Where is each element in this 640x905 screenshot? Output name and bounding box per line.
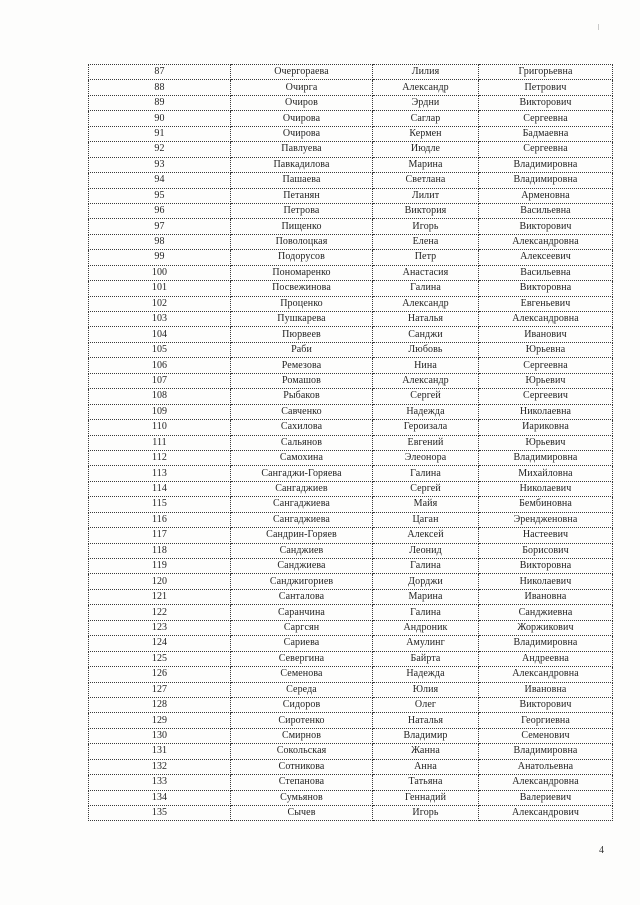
table-row: [89, 481, 613, 496]
row-number-cell: 114: [89, 481, 231, 496]
patronymic-cell: Настеевич: [479, 528, 613, 543]
first-name-cell: Александр: [373, 373, 479, 388]
table-row: [89, 682, 613, 697]
row-number-cell: 92: [89, 142, 231, 157]
first-name-cell: Любовь: [373, 342, 479, 357]
surname-cell: Пономаренко: [231, 265, 373, 280]
surname-cell: Посвежинова: [231, 281, 373, 296]
table-row: [89, 651, 613, 666]
first-name-cell: Петр: [373, 250, 479, 265]
first-name-cell: Майя: [373, 497, 479, 512]
patronymic-cell: Владимировна: [479, 173, 613, 188]
first-name-cell: Александр: [373, 296, 479, 311]
patronymic-cell: Васильевна: [479, 265, 613, 280]
first-name-cell: Андроник: [373, 620, 479, 635]
first-name-cell: Эрдни: [373, 95, 479, 110]
patronymic-cell: Владимировна: [479, 450, 613, 465]
first-name-cell: Елена: [373, 234, 479, 249]
patronymic-cell: Александровна: [479, 667, 613, 682]
row-number-cell: 129: [89, 713, 231, 728]
row-number-cell: 90: [89, 111, 231, 126]
row-number-cell: 106: [89, 358, 231, 373]
table-row: [89, 358, 613, 373]
surname-cell: Савченко: [231, 404, 373, 419]
row-number-cell: 126: [89, 667, 231, 682]
table-row: [89, 157, 613, 172]
table-row: [89, 466, 613, 481]
row-number-cell: 105: [89, 342, 231, 357]
surname-cell: Санджиев: [231, 543, 373, 558]
table-row: [89, 173, 613, 188]
table-row: [89, 713, 613, 728]
first-name-cell: Наталья: [373, 713, 479, 728]
table-row: [89, 497, 613, 512]
first-name-cell: Галина: [373, 281, 479, 296]
table-row: [89, 697, 613, 712]
patronymic-cell: Иванович: [479, 327, 613, 342]
surname-cell: Пушкарева: [231, 312, 373, 327]
first-name-cell: Героизала: [373, 420, 479, 435]
scan-artifact: [598, 24, 599, 30]
table-row: [89, 528, 613, 543]
surname-cell: Сокольская: [231, 744, 373, 759]
table-row: [89, 250, 613, 265]
table-row: [89, 404, 613, 419]
patronymic-cell: Викторович: [479, 219, 613, 234]
table-row: [89, 759, 613, 774]
table-row: [89, 80, 613, 95]
surname-cell: Самохина: [231, 450, 373, 465]
table-row: [89, 265, 613, 280]
table-row: [89, 420, 613, 435]
first-name-cell: Галина: [373, 559, 479, 574]
surname-cell: Очирова: [231, 111, 373, 126]
table-row: [89, 790, 613, 805]
table-row: [89, 126, 613, 141]
first-name-cell: Лилия: [373, 65, 479, 80]
row-number-cell: 116: [89, 512, 231, 527]
row-number-cell: 124: [89, 636, 231, 651]
table-row: [89, 435, 613, 450]
surname-cell: Сандрин-Горяев: [231, 528, 373, 543]
patronymic-cell: Бембиновна: [479, 497, 613, 512]
first-name-cell: Сергей: [373, 389, 479, 404]
surname-cell: Семенова: [231, 667, 373, 682]
patronymic-cell: Ивановна: [479, 682, 613, 697]
first-name-cell: Александр: [373, 80, 479, 95]
patronymic-cell: Юрьевна: [479, 342, 613, 357]
patronymic-cell: Иариковна: [479, 420, 613, 435]
table-row: [89, 389, 613, 404]
first-name-cell: Игорь: [373, 219, 479, 234]
row-number-cell: 133: [89, 775, 231, 790]
row-number-cell: 112: [89, 450, 231, 465]
first-name-cell: Цаган: [373, 512, 479, 527]
surname-cell: Сиротенко: [231, 713, 373, 728]
first-name-cell: Виктория: [373, 203, 479, 218]
surname-cell: Ромашов: [231, 373, 373, 388]
row-number-cell: 117: [89, 528, 231, 543]
patronymic-cell: Михайловна: [479, 466, 613, 481]
table-row: [89, 219, 613, 234]
surname-cell: Петанян: [231, 188, 373, 203]
first-name-cell: Сергей: [373, 481, 479, 496]
table-row: [89, 312, 613, 327]
patronymic-cell: Александрович: [479, 806, 613, 821]
row-number-cell: 104: [89, 327, 231, 342]
surname-cell: Сангаджи-Горяева: [231, 466, 373, 481]
surname-cell: Проценко: [231, 296, 373, 311]
patronymic-cell: Алексеевич: [479, 250, 613, 265]
patronymic-cell: Сергеевна: [479, 358, 613, 373]
surname-cell: Смирнов: [231, 728, 373, 743]
table-row: [89, 775, 613, 790]
surname-cell: Пюрвеев: [231, 327, 373, 342]
first-name-cell: Галина: [373, 605, 479, 620]
first-name-cell: Кермен: [373, 126, 479, 141]
table-row: [89, 450, 613, 465]
surname-cell: Сангаджиева: [231, 512, 373, 527]
first-name-cell: Июдле: [373, 142, 479, 157]
table-row: [89, 373, 613, 388]
surname-cell: Севергина: [231, 651, 373, 666]
row-number-cell: 120: [89, 574, 231, 589]
table-row: [89, 806, 613, 821]
patronymic-cell: Жоржикович: [479, 620, 613, 635]
first-name-cell: Лилит: [373, 188, 479, 203]
first-name-cell: Анастасия: [373, 265, 479, 280]
table-row: [89, 512, 613, 527]
row-number-cell: 115: [89, 497, 231, 512]
table-row: [89, 281, 613, 296]
patronymic-cell: Александровна: [479, 312, 613, 327]
surname-cell: Сангаджиев: [231, 481, 373, 496]
surname-cell: Сычев: [231, 806, 373, 821]
row-number-cell: 121: [89, 589, 231, 604]
row-number-cell: 87: [89, 65, 231, 80]
row-number-cell: 113: [89, 466, 231, 481]
first-name-cell: Владимир: [373, 728, 479, 743]
surname-cell: Очергораева: [231, 65, 373, 80]
surname-cell: Очирга: [231, 80, 373, 95]
surname-cell: Павлуева: [231, 142, 373, 157]
table-row: [89, 589, 613, 604]
first-name-cell: Нина: [373, 358, 479, 373]
surname-cell: Сальянов: [231, 435, 373, 450]
table-row: [89, 559, 613, 574]
first-name-cell: Жанна: [373, 744, 479, 759]
first-name-cell: Геннадий: [373, 790, 479, 805]
first-name-cell: Элеонора: [373, 450, 479, 465]
roster-table-body: [89, 65, 613, 821]
row-number-cell: 101: [89, 281, 231, 296]
row-number-cell: 110: [89, 420, 231, 435]
patronymic-cell: Григорьевна: [479, 65, 613, 80]
patronymic-cell: Александровна: [479, 775, 613, 790]
table-row: [89, 327, 613, 342]
patronymic-cell: Сергеевна: [479, 111, 613, 126]
first-name-cell: Евгений: [373, 435, 479, 450]
surname-cell: Сахилова: [231, 420, 373, 435]
row-number-cell: 96: [89, 203, 231, 218]
first-name-cell: Галина: [373, 466, 479, 481]
patronymic-cell: Георгиевна: [479, 713, 613, 728]
row-number-cell: 97: [89, 219, 231, 234]
table-row: [89, 620, 613, 635]
row-number-cell: 118: [89, 543, 231, 558]
patronymic-cell: Викторович: [479, 95, 613, 110]
row-number-cell: 122: [89, 605, 231, 620]
surname-cell: Санджигориев: [231, 574, 373, 589]
row-number-cell: 111: [89, 435, 231, 450]
first-name-cell: Анна: [373, 759, 479, 774]
surname-cell: Сариева: [231, 636, 373, 651]
row-number-cell: 131: [89, 744, 231, 759]
surname-cell: Сотникова: [231, 759, 373, 774]
table-row: [89, 574, 613, 589]
row-number-cell: 94: [89, 173, 231, 188]
surname-cell: Сангаджиева: [231, 497, 373, 512]
row-number-cell: 108: [89, 389, 231, 404]
table-row: [89, 744, 613, 759]
surname-cell: Поволоцкая: [231, 234, 373, 249]
first-name-cell: Амулинг: [373, 636, 479, 651]
surname-cell: Очирова: [231, 126, 373, 141]
patronymic-cell: Сергеевич: [479, 389, 613, 404]
surname-cell: Павкадилова: [231, 157, 373, 172]
patronymic-cell: Викторовна: [479, 281, 613, 296]
patronymic-cell: Ивановна: [479, 589, 613, 604]
row-number-cell: 99: [89, 250, 231, 265]
table-row: [89, 142, 613, 157]
surname-cell: Саргсян: [231, 620, 373, 635]
row-number-cell: 107: [89, 373, 231, 388]
surname-cell: Саранчина: [231, 605, 373, 620]
table-row: [89, 188, 613, 203]
row-number-cell: 119: [89, 559, 231, 574]
row-number-cell: 127: [89, 682, 231, 697]
surname-cell: Сидоров: [231, 697, 373, 712]
first-name-cell: Дорджи: [373, 574, 479, 589]
first-name-cell: Юлия: [373, 682, 479, 697]
row-number-cell: 125: [89, 651, 231, 666]
row-number-cell: 102: [89, 296, 231, 311]
table-row: [89, 296, 613, 311]
row-number-cell: 128: [89, 697, 231, 712]
table-row: [89, 95, 613, 110]
patronymic-cell: Юрьевич: [479, 435, 613, 450]
row-number-cell: 88: [89, 80, 231, 95]
first-name-cell: Марина: [373, 157, 479, 172]
table-row: [89, 65, 613, 80]
patronymic-cell: Бадмаевна: [479, 126, 613, 141]
patronymic-cell: Николаевич: [479, 574, 613, 589]
first-name-cell: Игорь: [373, 806, 479, 821]
patronymic-cell: Арменовна: [479, 188, 613, 203]
patronymic-cell: Владимировна: [479, 744, 613, 759]
surname-cell: Ремезова: [231, 358, 373, 373]
patronymic-cell: Семенович: [479, 728, 613, 743]
first-name-cell: Алексей: [373, 528, 479, 543]
row-number-cell: 100: [89, 265, 231, 280]
surname-cell: Пашаева: [231, 173, 373, 188]
surname-cell: Раби: [231, 342, 373, 357]
patronymic-cell: Сергеевна: [479, 142, 613, 157]
patronymic-cell: Борисович: [479, 543, 613, 558]
row-number-cell: 93: [89, 157, 231, 172]
row-number-cell: 132: [89, 759, 231, 774]
surname-cell: Подорусов: [231, 250, 373, 265]
row-number-cell: 103: [89, 312, 231, 327]
table-row: [89, 234, 613, 249]
patronymic-cell: Андреевна: [479, 651, 613, 666]
patronymic-cell: Викторовна: [479, 559, 613, 574]
table-row: [89, 605, 613, 620]
surname-cell: Сумьянов: [231, 790, 373, 805]
patronymic-cell: Николаевна: [479, 404, 613, 419]
row-number-cell: 98: [89, 234, 231, 249]
table-row: [89, 728, 613, 743]
first-name-cell: Марина: [373, 589, 479, 604]
row-number-cell: 89: [89, 95, 231, 110]
row-number-cell: 95: [89, 188, 231, 203]
patronymic-cell: Васильевна: [479, 203, 613, 218]
first-name-cell: Надежда: [373, 404, 479, 419]
surname-cell: Степанова: [231, 775, 373, 790]
table-row: [89, 543, 613, 558]
row-number-cell: 135: [89, 806, 231, 821]
surname-cell: Санталова: [231, 589, 373, 604]
row-number-cell: 109: [89, 404, 231, 419]
patronymic-cell: Евгеньевич: [479, 296, 613, 311]
patronymic-cell: Эрендженовна: [479, 512, 613, 527]
table-row: [89, 111, 613, 126]
page-number: 4: [599, 845, 604, 856]
row-number-cell: 91: [89, 126, 231, 141]
patronymic-cell: Петрович: [479, 80, 613, 95]
surname-cell: Петрова: [231, 203, 373, 218]
row-number-cell: 123: [89, 620, 231, 635]
first-name-cell: Светлана: [373, 173, 479, 188]
table-row: [89, 667, 613, 682]
first-name-cell: Санджи: [373, 327, 479, 342]
patronymic-cell: Валериевич: [479, 790, 613, 805]
patronymic-cell: Санджиевна: [479, 605, 613, 620]
patronymic-cell: Викторович: [479, 697, 613, 712]
first-name-cell: Олег: [373, 697, 479, 712]
first-name-cell: Наталья: [373, 312, 479, 327]
surname-cell: Пищенко: [231, 219, 373, 234]
first-name-cell: Татьяна: [373, 775, 479, 790]
roster-table: [88, 64, 613, 821]
patronymic-cell: Владимировна: [479, 157, 613, 172]
first-name-cell: Байрта: [373, 651, 479, 666]
first-name-cell: Саглар: [373, 111, 479, 126]
first-name-cell: Надежда: [373, 667, 479, 682]
patronymic-cell: Николаевич: [479, 481, 613, 496]
surname-cell: Рыбаков: [231, 389, 373, 404]
patronymic-cell: Юрьевич: [479, 373, 613, 388]
table-row: [89, 342, 613, 357]
row-number-cell: 130: [89, 728, 231, 743]
row-number-cell: 134: [89, 790, 231, 805]
surname-cell: Очиров: [231, 95, 373, 110]
table-row: [89, 636, 613, 651]
patronymic-cell: Анатольевна: [479, 759, 613, 774]
patronymic-cell: Владимировна: [479, 636, 613, 651]
table-row: [89, 203, 613, 218]
patronymic-cell: Александровна: [479, 234, 613, 249]
surname-cell: Санджиева: [231, 559, 373, 574]
first-name-cell: Леонид: [373, 543, 479, 558]
surname-cell: Середа: [231, 682, 373, 697]
